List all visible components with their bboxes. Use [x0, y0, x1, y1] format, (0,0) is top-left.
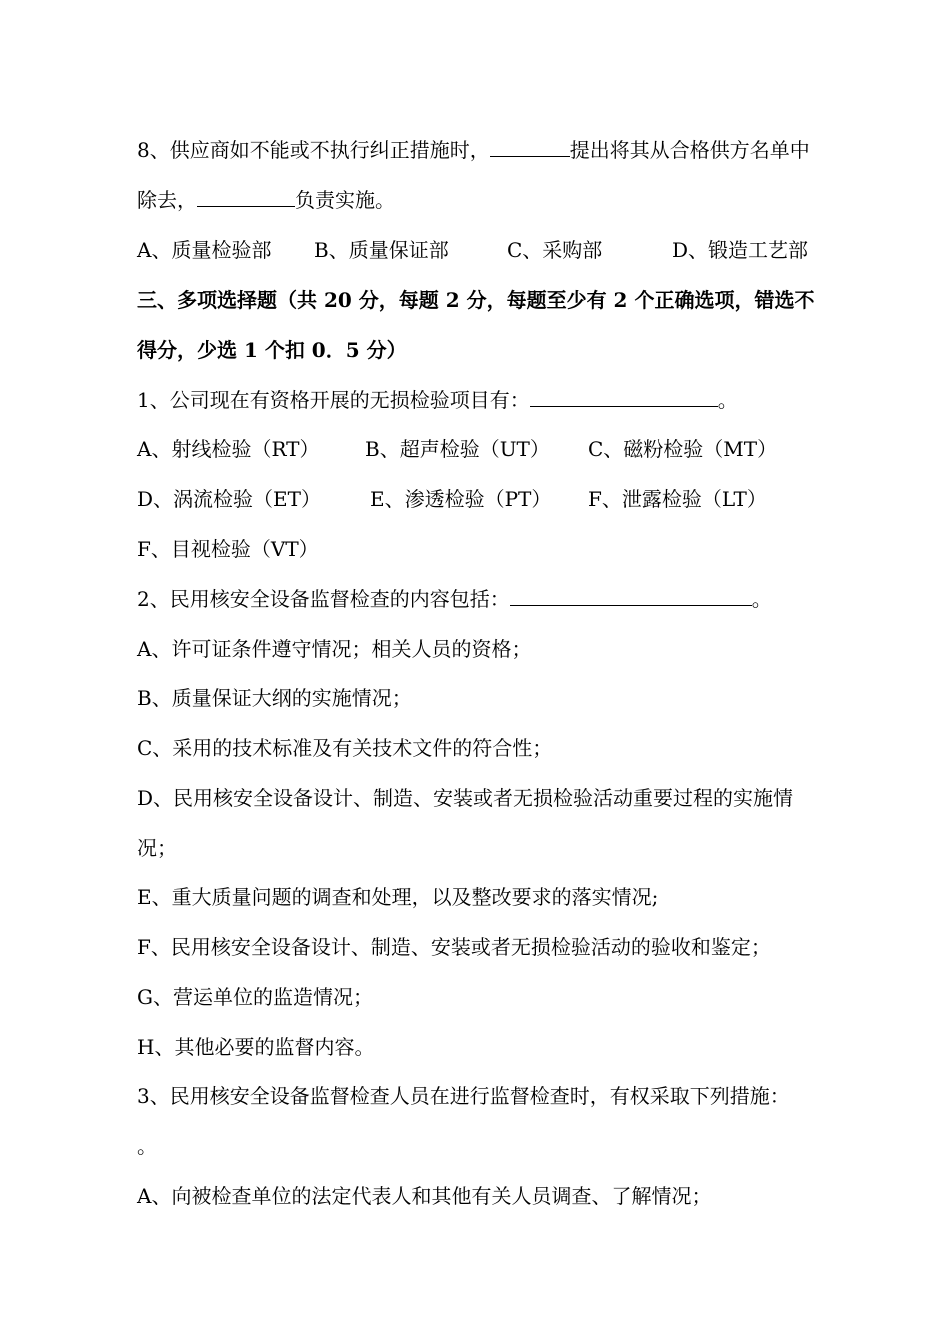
mq2-option-b: B、质量保证大纲的实施情况； [137, 686, 412, 710]
mq2-option-g: G、营运单位的监造情况； [137, 985, 373, 1009]
mq2-option-d-line1: D、民用核安全设备设计、制造、安装或者无损检验活动重要过程的实施情 [137, 786, 794, 810]
mq1-question [137, 387, 890, 413]
mq3-question: 3、民用核安全设备监督检查人员在进行监督检查时，有权采取下列措施： [137, 1084, 790, 1108]
q8-blank-1 [490, 138, 570, 157]
q8-text-1: 8、供应商如不能或不执行纠正措施时， [137, 138, 490, 162]
q8-line2 [137, 187, 890, 213]
mq1-question-text: 1、公司现在有资格开展的无损检验项目有： [137, 388, 530, 412]
mq2-option-c: C、采用的技术标准及有关技术文件的符合性； [137, 736, 553, 760]
q8-option-c: C、采购部 [507, 238, 603, 262]
q8-text-4: 负责实施。 [295, 188, 395, 212]
mq3-option-a: A、向被检查单位的法定代表人和其他有关人员调查、了解情况； [137, 1184, 712, 1208]
q8-option-b: B、质量保证部 [314, 238, 449, 262]
q8-option-a: A、质量检验部 [137, 238, 272, 262]
mq1-options-row3 [137, 536, 890, 562]
mq2-question-tail: 。 [751, 587, 772, 611]
mq2-option-h: H、其他必要的监督内容。 [137, 1035, 375, 1059]
mq1-option-f2: F、目视检验（VT） [137, 537, 319, 561]
mq1-blank [530, 388, 718, 407]
mq2-question [137, 586, 890, 612]
mq1-option-c: C、磁粉检验（MT） [588, 437, 778, 461]
mq2-question-text: 2、民用核安全设备监督检查的内容包括： [137, 587, 510, 611]
mq1-option-f: F、泄露检验（LT） [588, 487, 767, 511]
mq2-option-a: A、许可证条件遵守情况；相关人员的资格； [137, 637, 532, 661]
mq2-option-d-line2: 况； [137, 836, 177, 860]
mq1-question-tail: 。 [717, 388, 738, 412]
mq1-option-a: A、射线检验（RT） [137, 437, 320, 461]
mq1-option-b: B、超声检验（UT） [365, 437, 550, 461]
mq2-option-e: E、重大质量问题的调查和处理，以及整改要求的落实情况; [137, 885, 659, 909]
mq2-option-f: F、民用核安全设备设计、制造、安装或者无损检验活动的验收和鉴定； [137, 935, 771, 959]
q8-blank-2 [197, 188, 295, 207]
mq1-option-d: D、涡流检验（ET） [137, 487, 321, 511]
q8-line1 [137, 137, 890, 163]
mq1-option-e: E、渗透检验（PT） [370, 487, 552, 511]
mq3-question-tail: 。 [137, 1134, 157, 1158]
q8-text-2: 提出将其从合格供方名单中 [569, 138, 810, 162]
q8-option-d: D、锻造工艺部 [672, 238, 809, 262]
q8-text-3: 除去， [137, 188, 197, 212]
section3-heading-line1: 三、多项选择题（共 20 分，每题 2 分，每题至少有 2 个正确选项，错选不 [137, 288, 815, 312]
section3-heading-line2: 得分，少选 1 个扣 0．5 分） [137, 338, 407, 362]
mq2-blank [510, 587, 752, 606]
